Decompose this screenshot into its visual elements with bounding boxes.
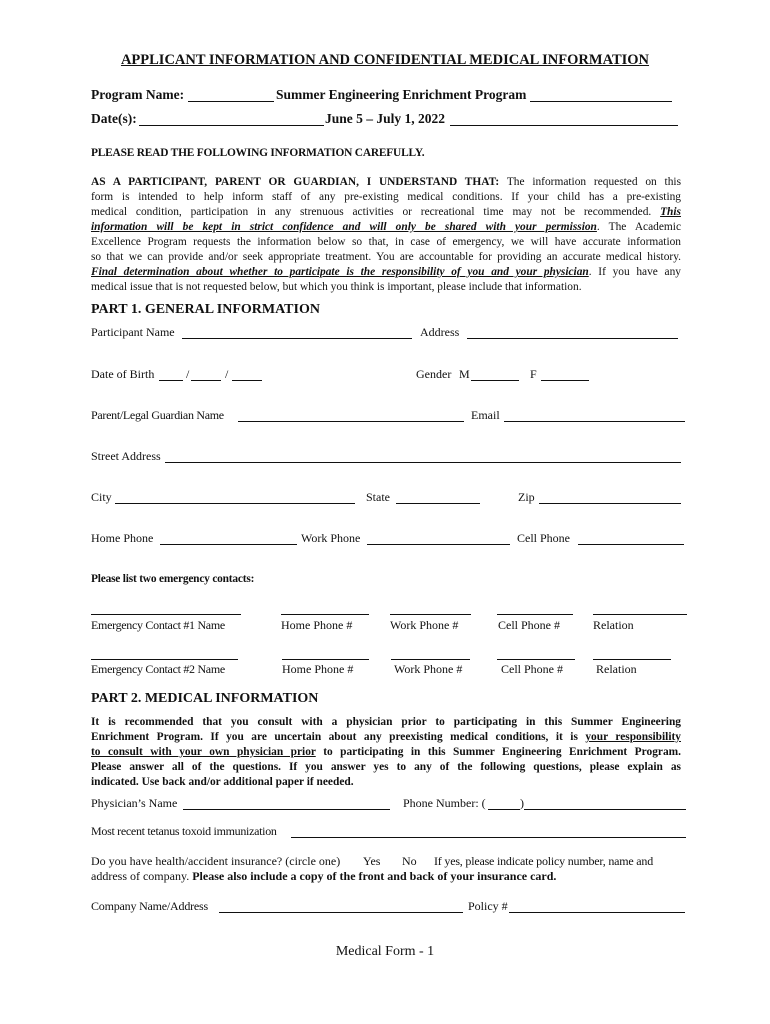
gender-m-label: M (459, 367, 470, 381)
part2-line-5: indicated. Use back and/or additional paper if needed. (91, 776, 354, 788)
part2-line-2: Enrichment Program. If you are uncertain about any preexisting medical conditions, it is your responsibility (91, 731, 681, 743)
address-label: Address (420, 325, 460, 339)
home-phone-field[interactable] (160, 544, 297, 545)
company-address-label: Company Name/Address (91, 899, 208, 913)
emergency-2-name-field[interactable] (91, 659, 238, 660)
tetanus-label: Most recent tetanus toxoid immunization (91, 824, 277, 838)
gender-m-field[interactable] (471, 380, 519, 381)
part2-heading: PART 2. MEDICAL INFORMATION (91, 691, 319, 706)
insurance-line-2: address of company. Please also include a copy of the front and back of your insurance card. (91, 869, 557, 883)
emergency-contacts-heading: Please list two emergency contacts: (91, 573, 255, 585)
page-title: APPLICANT INFORMATION AND CONFIDENTIAL MEDICAL INFORMATION (120, 52, 650, 68)
insurance-yes-option[interactable]: Yes (363, 854, 381, 868)
participant-name-label: Participant Name (91, 325, 175, 339)
emergency-2-cell-label: Cell Phone # (501, 662, 563, 676)
emergency-2-cell-field[interactable] (497, 659, 575, 660)
phone-number-label: Phone Number: ( (403, 796, 486, 810)
program-name-label: Program Name: (91, 87, 185, 102)
emergency-1-cell-label: Cell Phone # (498, 618, 560, 632)
emergency-1-relation-label: Relation (593, 618, 634, 632)
emergency-2-relation-label: Relation (596, 662, 637, 676)
program-name-value: Summer Engineering Enrichment Program (276, 87, 527, 102)
part2-line-1: It is recommended that you consult with a physician prior to participating in this Summer Engineering (91, 716, 681, 728)
zip-field[interactable] (539, 503, 681, 504)
city-field[interactable] (115, 503, 355, 504)
emergency-1-home-field[interactable] (281, 614, 369, 615)
address-field[interactable] (467, 338, 678, 339)
policy-label: Policy # (468, 899, 508, 913)
emergency-1-name-label: Emergency Contact #1 Name (91, 618, 225, 632)
gender-f-label: F (530, 367, 537, 381)
emergency-2-name-label: Emergency Contact #2 Name (91, 662, 225, 676)
part1-heading: PART 1. GENERAL INFORMATION (91, 302, 320, 317)
street-address-field[interactable] (165, 462, 681, 463)
cell-phone-field[interactable] (578, 544, 684, 545)
intro-line-4: information will be kept in strict confidence and will only be shared with your permission. The Academic (91, 221, 682, 233)
gender-label: Gender (416, 367, 452, 381)
work-phone-field[interactable] (367, 544, 510, 545)
dob-year-field[interactable] (232, 380, 262, 381)
state-field[interactable] (396, 503, 480, 504)
participant-name-field[interactable] (182, 338, 412, 339)
intro-line-8: medical issue that is not requested below, but which you think is important, please include that information. (91, 281, 582, 293)
please-read-notice: PLEASE READ THE FOLLOWING INFORMATION CAREFULLY. (91, 147, 425, 159)
page-footer: Medical Form - 1 (335, 944, 435, 959)
dates-value: June 5 – July 1, 2022 (325, 111, 446, 126)
dob-label: Date of Birth (91, 367, 155, 381)
physician-name-field[interactable] (183, 809, 390, 810)
tetanus-field[interactable] (291, 837, 686, 838)
phone-number-field[interactable] (524, 809, 686, 810)
email-field[interactable] (504, 421, 685, 422)
emergency-2-relation-field[interactable] (593, 659, 671, 660)
gender-f-field[interactable] (541, 380, 589, 381)
emergency-1-home-label: Home Phone # (281, 618, 353, 632)
emergency-2-work-label: Work Phone # (394, 662, 463, 676)
emergency-1-work-field[interactable] (390, 614, 471, 615)
street-address-label: Street Address (91, 449, 161, 463)
part2-line-4: Please answer all of the questions. If you answer yes to any of the following questions, please explain as (91, 761, 681, 773)
emergency-1-cell-field[interactable] (497, 614, 573, 615)
intro-line-3: medical condition, participation in any strenuous activities or recreational time may not be recommended. This (91, 206, 681, 218)
intro-line-6: so that we can provide and/or seek appropriate treatment. You are accountable for providing an accurate medical history. (91, 251, 681, 263)
intro-line-5: Excellence Program requests the information below so that, in case of emergency, we will have accurate information (91, 236, 681, 248)
emergency-1-work-label: Work Phone # (390, 618, 459, 632)
zip-label: Zip (518, 490, 535, 504)
state-label: State (366, 490, 390, 504)
company-address-field[interactable] (219, 912, 463, 913)
home-phone-label: Home Phone (91, 531, 154, 545)
insurance-if-yes-text: If yes, please indicate policy number, name and (434, 854, 654, 868)
city-label: City (91, 490, 112, 504)
dob-separator: / (186, 367, 190, 381)
intro-line-1: AS A PARTICIPANT, PARENT OR GUARDIAN, I UNDERSTAND THAT: The information requested on this (91, 176, 681, 188)
emergency-1-name-field[interactable] (91, 614, 241, 615)
insurance-question: Do you have health/accident insurance? (circle one) (91, 854, 341, 868)
policy-field[interactable] (509, 912, 685, 913)
emergency-2-work-field[interactable] (391, 659, 470, 660)
emergency-2-home-field[interactable] (282, 659, 369, 660)
dob-day-field[interactable] (191, 380, 221, 381)
phone-area-code-field[interactable] (488, 809, 520, 810)
part2-line-3: to consult with your own physician prior to participating in this Summer Engineering Enrichment Program. (91, 746, 681, 758)
dob-month-field[interactable] (159, 380, 183, 381)
work-phone-label: Work Phone (301, 531, 361, 545)
cell-phone-label: Cell Phone (517, 531, 570, 545)
guardian-name-label: Parent/Legal Guardian Name (91, 408, 224, 422)
guardian-name-field[interactable] (238, 421, 464, 422)
intro-line-7: Final determination about whether to participate is the responsibility of you and your physician. If you have any (91, 266, 682, 278)
emergency-2-home-label: Home Phone # (282, 662, 354, 676)
intro-line-2: form is intended to help inform staff of any pre-existing medical conditions. If your child has a pre-existing (91, 191, 681, 203)
emergency-1-relation-field[interactable] (593, 614, 687, 615)
dob-separator: / (225, 367, 229, 381)
insurance-no-option[interactable]: No (402, 854, 417, 868)
physician-name-label: Physician’s Name (91, 796, 178, 810)
dates-label: Date(s): (91, 111, 137, 126)
email-label: Email (471, 408, 500, 422)
phone-paren: ) (520, 796, 524, 810)
